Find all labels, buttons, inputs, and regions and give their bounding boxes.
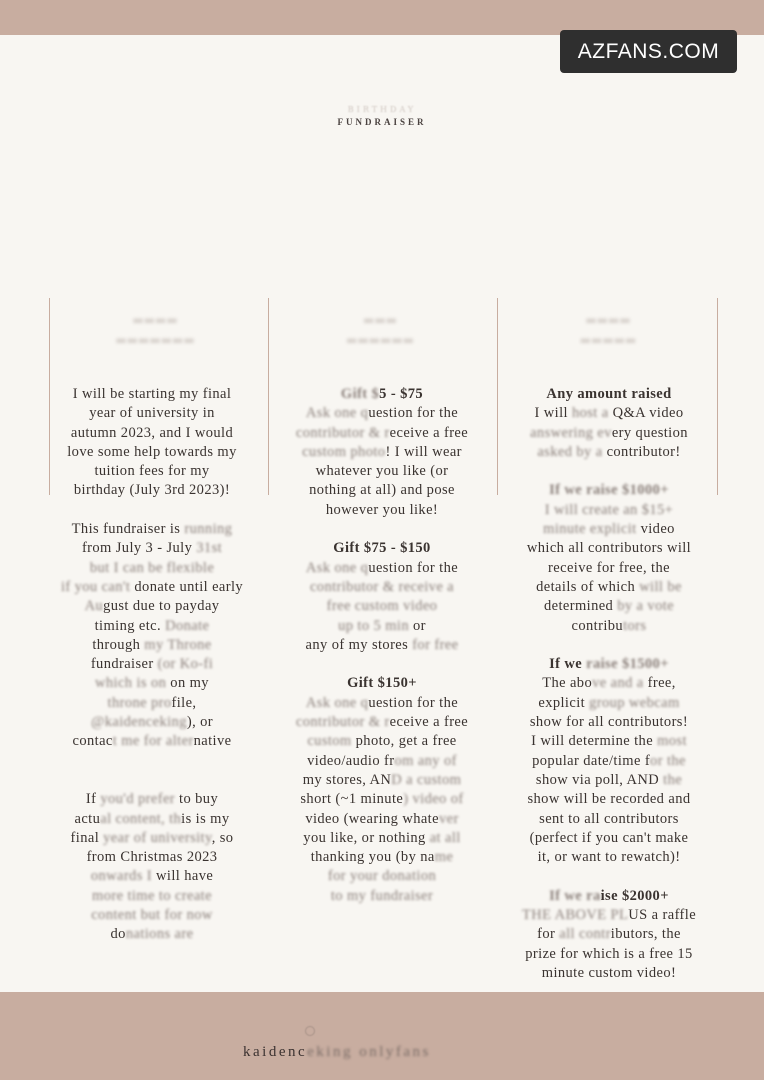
text-line [506,501,712,520]
blurred-text: asked by a [537,443,603,460]
column-divider [497,298,498,495]
text-line [52,520,252,539]
text-line [280,867,484,886]
blurred-text: ve and a [592,675,648,692]
text-line [52,559,252,578]
goal-3 [506,655,712,867]
clear-text: short (~1 minute [300,791,404,808]
blurred-text: contributor & r [295,424,390,441]
clear-text: show via poll, AND [535,771,664,788]
text-line [506,752,712,771]
blurred-text: which is on [95,675,167,692]
blurred-text: Donate [165,617,210,634]
clear-text: ery question [611,424,688,441]
blurred-text: Ask one q [305,405,369,422]
text-line [52,597,252,616]
blurred-text: for your donation [327,868,437,885]
blurred-text: if you can't [60,578,135,595]
text-line [280,810,484,829]
watermark-badge: AZFANS.COM [560,30,737,73]
clear-text: If we [549,656,587,673]
text-line [280,404,484,423]
block-heading: Any amount raised [546,386,672,402]
gift-tiers-column [280,385,484,906]
blurred-text: Au [84,598,104,615]
clear-text: ibutors, the [610,926,681,943]
clear-text: do [110,926,126,943]
text-line [52,539,252,558]
text-line [280,771,484,790]
clear-text: popular date/time f [532,752,651,769]
column-divider [717,298,718,495]
clear-text: prize for which is a free 15 [525,945,693,962]
paragraph-gap [52,752,252,771]
blurred-text: me [434,849,454,866]
clear-text: native [193,733,232,750]
goal-1 [506,385,712,462]
blurred-text: but I can be flexible [89,559,215,576]
content-paragraph [52,790,252,944]
text-line [506,964,712,983]
clear-text: uestion for the [368,559,459,576]
text-line [52,694,252,713]
flyer-header [0,105,764,127]
blurred-text: or the [650,752,686,769]
text-line [506,559,712,578]
text-line [52,713,252,732]
clear-text: This fundraiser is [71,521,185,538]
blurred-text: onwards I [90,868,152,885]
clear-text: however you like! [325,501,439,518]
blurred-text: my Throne [144,636,212,653]
text-line [52,790,252,809]
footer-brand [243,1044,431,1061]
text-line [52,906,252,925]
column-divider [49,298,50,495]
blurred-text: ) video of [403,791,464,808]
blurred-text: to my fundraiser [330,887,434,904]
footer-band [0,992,764,1080]
clear-text: is is my [181,810,230,827]
text-line [52,655,252,674]
clear-text: ! I will wear [385,443,462,460]
clear-text: for [537,926,560,943]
text-line [52,810,252,829]
footer-brand-text: kaidenc [243,1044,308,1060]
text-line [280,790,484,809]
clear-text: US a raffle [628,907,697,924]
text-line [52,674,252,693]
blurred-text: al content, th [100,810,182,827]
block-heading [280,385,484,404]
clear-text: I will determine the [531,733,658,750]
text-line [506,539,712,558]
blurred-text: Ask one q [305,694,369,711]
text-line [280,694,484,713]
clear-text: thanking you (by na [310,849,435,866]
clear-text: sent to all contributors [539,810,679,827]
block-heading [506,481,712,500]
clear-text: video/audio fr [307,752,395,769]
blurred-text: om any of [394,752,457,769]
text-line [280,829,484,848]
header-title: FUNDRAISER [337,117,427,127]
paragraph-gap [52,771,252,790]
blurred-text: If we raise $1000+ [549,482,669,499]
clear-text: nothing at all) and pose [309,482,455,499]
tier-2 [280,539,484,655]
clear-text: it, or want to rewatch)! [537,849,681,866]
clear-text: , so [211,829,234,846]
blurred-text: contributor & receive a [309,578,455,595]
clear-text: from July 3 - July [81,540,197,557]
text-line [506,771,712,790]
blurred-text: free custom video [326,598,438,615]
blurred-text: year of university [103,829,212,846]
blurred-text: you'd prefer [100,791,176,808]
text-line: year of university in [89,405,215,422]
blurred-text: all contr [559,926,611,943]
blurred-text: content but for now [91,907,213,924]
blurred-text: THE ABOVE PL [521,907,629,924]
clear-text: show for all contributors! [529,714,689,731]
text-line [506,597,712,616]
clear-text: through [92,636,145,653]
clear-text: my stores, AN [302,771,392,788]
blurred-text: more time to create [92,887,212,904]
clear-text: contac [72,733,113,750]
text-line [506,713,712,732]
paragraph-gap [506,636,712,655]
text-line [280,617,484,636]
dates-paragraph [52,520,252,752]
text-line [52,578,252,597]
circle-icon [305,1026,315,1036]
text-line [280,887,484,906]
clear-text: I will [534,405,572,422]
blurred-text: t me for alter [112,733,194,750]
text-line [280,462,484,481]
paragraph-gap [506,462,712,481]
blurred-text: will be [639,578,682,595]
text-line [506,945,712,964]
text-line [506,617,712,636]
text-line [52,925,252,944]
blurred-text: Ask one q [305,559,369,576]
intro-paragraph [52,385,252,501]
clear-text: eceive a free [389,714,469,731]
clear-text: final [70,829,104,846]
text-line [506,732,712,751]
clear-text: actu [74,810,101,827]
text-line [52,829,252,848]
blurred-text: by a vote [617,598,674,615]
footer-brand-blurred: eking onlyfans [307,1044,431,1060]
text-line [506,404,712,423]
paragraph-gap [52,501,252,520]
text-line [506,520,712,539]
block-heading [506,887,712,906]
blurred-text: most [657,733,687,750]
blurred-text: at all [429,829,461,846]
text-line [52,636,252,655]
clear-text: eceive a free [389,424,469,441]
clear-text: timing etc. [94,617,166,634]
clear-text: details of which [536,578,640,595]
text-line [280,501,484,520]
block-heading [506,655,712,674]
blurred-text: up to 5 min [338,617,409,634]
clear-text: donate until early [134,578,244,595]
clear-text: The abo [542,675,593,692]
blurred-text: throne pro [107,694,172,711]
clear-text: you like, or nothing [303,829,430,846]
text-line [280,578,484,597]
blurred-text: Gift $ [340,386,380,402]
column2-ghost-heading: ▬▬▬ ▬▬▬▬▬▬ [345,313,415,347]
clear-text: ise $2000+ [600,887,669,904]
text-line [280,752,484,771]
text-line [280,848,484,867]
text-line [506,925,712,944]
text-line [506,790,712,809]
text-line [52,867,252,886]
blurred-text: nations are [125,926,194,943]
paragraph-gap [280,520,484,539]
clear-text: to buy [175,791,219,808]
text-line: birthday (July 3rd 2023)! [73,482,231,499]
text-line [280,713,484,732]
goal-2 [506,481,712,635]
block-heading: Gift $150+ [347,675,417,692]
clear-text: 5 - $75 [379,386,424,402]
text-line [506,906,712,925]
column3-ghost-heading: ▬▬▬▬ ▬▬▬▬▬ [579,313,637,347]
blurred-text: raise $1500+ [586,656,669,673]
text-line [506,829,712,848]
column1-ghost-heading: ▬▬▬▬ ▬▬▬▬▬▬▬ [115,313,195,347]
blurred-text: (or Ko-fi [157,656,214,673]
blurred-text: D a custom [391,771,462,788]
text-line [506,424,712,443]
blurred-text: If we ra [549,887,601,904]
text-line [506,578,712,597]
blurred-text: tors [623,617,647,634]
clear-text: will have [152,868,214,885]
goals-column [506,385,712,983]
clear-text: determined [543,598,618,615]
blurred-text: @kaidenceking [90,714,187,731]
clear-text: any of my stores [305,636,413,653]
clear-text: fundraiser [90,656,158,673]
tier-1 [280,385,484,520]
clear-text: video (wearing whate [305,810,439,827]
blurred-text: for free [412,636,459,653]
clear-text: gust due to payday [103,598,220,615]
clear-text: on my [166,675,209,692]
blurred-text: running [184,521,233,538]
text-line [280,424,484,443]
clear-text: Q&A video [608,405,684,422]
clear-text: video [640,521,675,538]
blurred-text: 31st [196,540,223,557]
text-line [280,481,484,500]
clear-text: from Christmas 2023 [86,849,218,866]
blurred-text: ver [438,810,459,827]
text-line [52,617,252,636]
blurred-text: the [663,771,683,788]
paragraph-gap [506,867,712,886]
text-line [280,597,484,616]
clear-text: or [408,617,426,634]
clear-text: minute custom video! [541,964,677,981]
block-heading: Gift $75 - $150 [333,540,431,557]
blurred-text: minute explicit [543,521,641,538]
blurred-text: I will create an $15+ [544,501,674,518]
blurred-text: answering ev [530,424,612,441]
text-line: love some help towards my [67,443,237,460]
blurred-text: contributor & r [295,714,390,731]
text-line [506,810,712,829]
clear-text: which all contributors will [526,540,692,557]
column-divider [268,298,269,495]
text-line [280,636,484,655]
intro-column [52,385,252,945]
clear-text: contributor! [602,443,681,460]
tier-3 [280,674,484,906]
text-line [280,443,484,462]
text-line [52,887,252,906]
clear-text: uestion for the [368,694,459,711]
clear-text: free, [647,675,676,692]
text-line [506,443,712,462]
text-line: I will be starting my final [72,386,232,402]
text-line: autumn 2023, and I would [70,424,234,441]
text-line [52,732,252,751]
blurred-text: custom photo [302,443,386,460]
text-line [506,674,712,693]
text-line [52,848,252,867]
clear-text: file, [171,694,197,711]
goal-4 [506,887,712,983]
clear-text: whatever you like (or [315,463,449,480]
clear-text: uestion for the [368,405,459,422]
blurred-text: custom [307,733,356,750]
text-line [280,732,484,751]
clear-text: photo, get a free [355,733,457,750]
clear-text: ), or [186,714,214,731]
clear-text: If [85,791,101,808]
clear-text: contribu [571,617,624,634]
clear-text: explicit [538,694,590,711]
header-subtitle: BIRTHDAY [347,105,417,114]
clear-text: (perfect if you can't make [529,829,689,846]
text-line [506,848,712,867]
blurred-text: host a [571,405,609,422]
clear-text: show will be recorded and [527,791,691,808]
paragraph-gap [280,655,484,674]
text-line [280,559,484,578]
text-line [506,694,712,713]
text-line: tuition fees for my [94,463,210,480]
clear-text: receive for free, the [548,559,670,576]
blurred-text: group webcam [589,694,680,711]
